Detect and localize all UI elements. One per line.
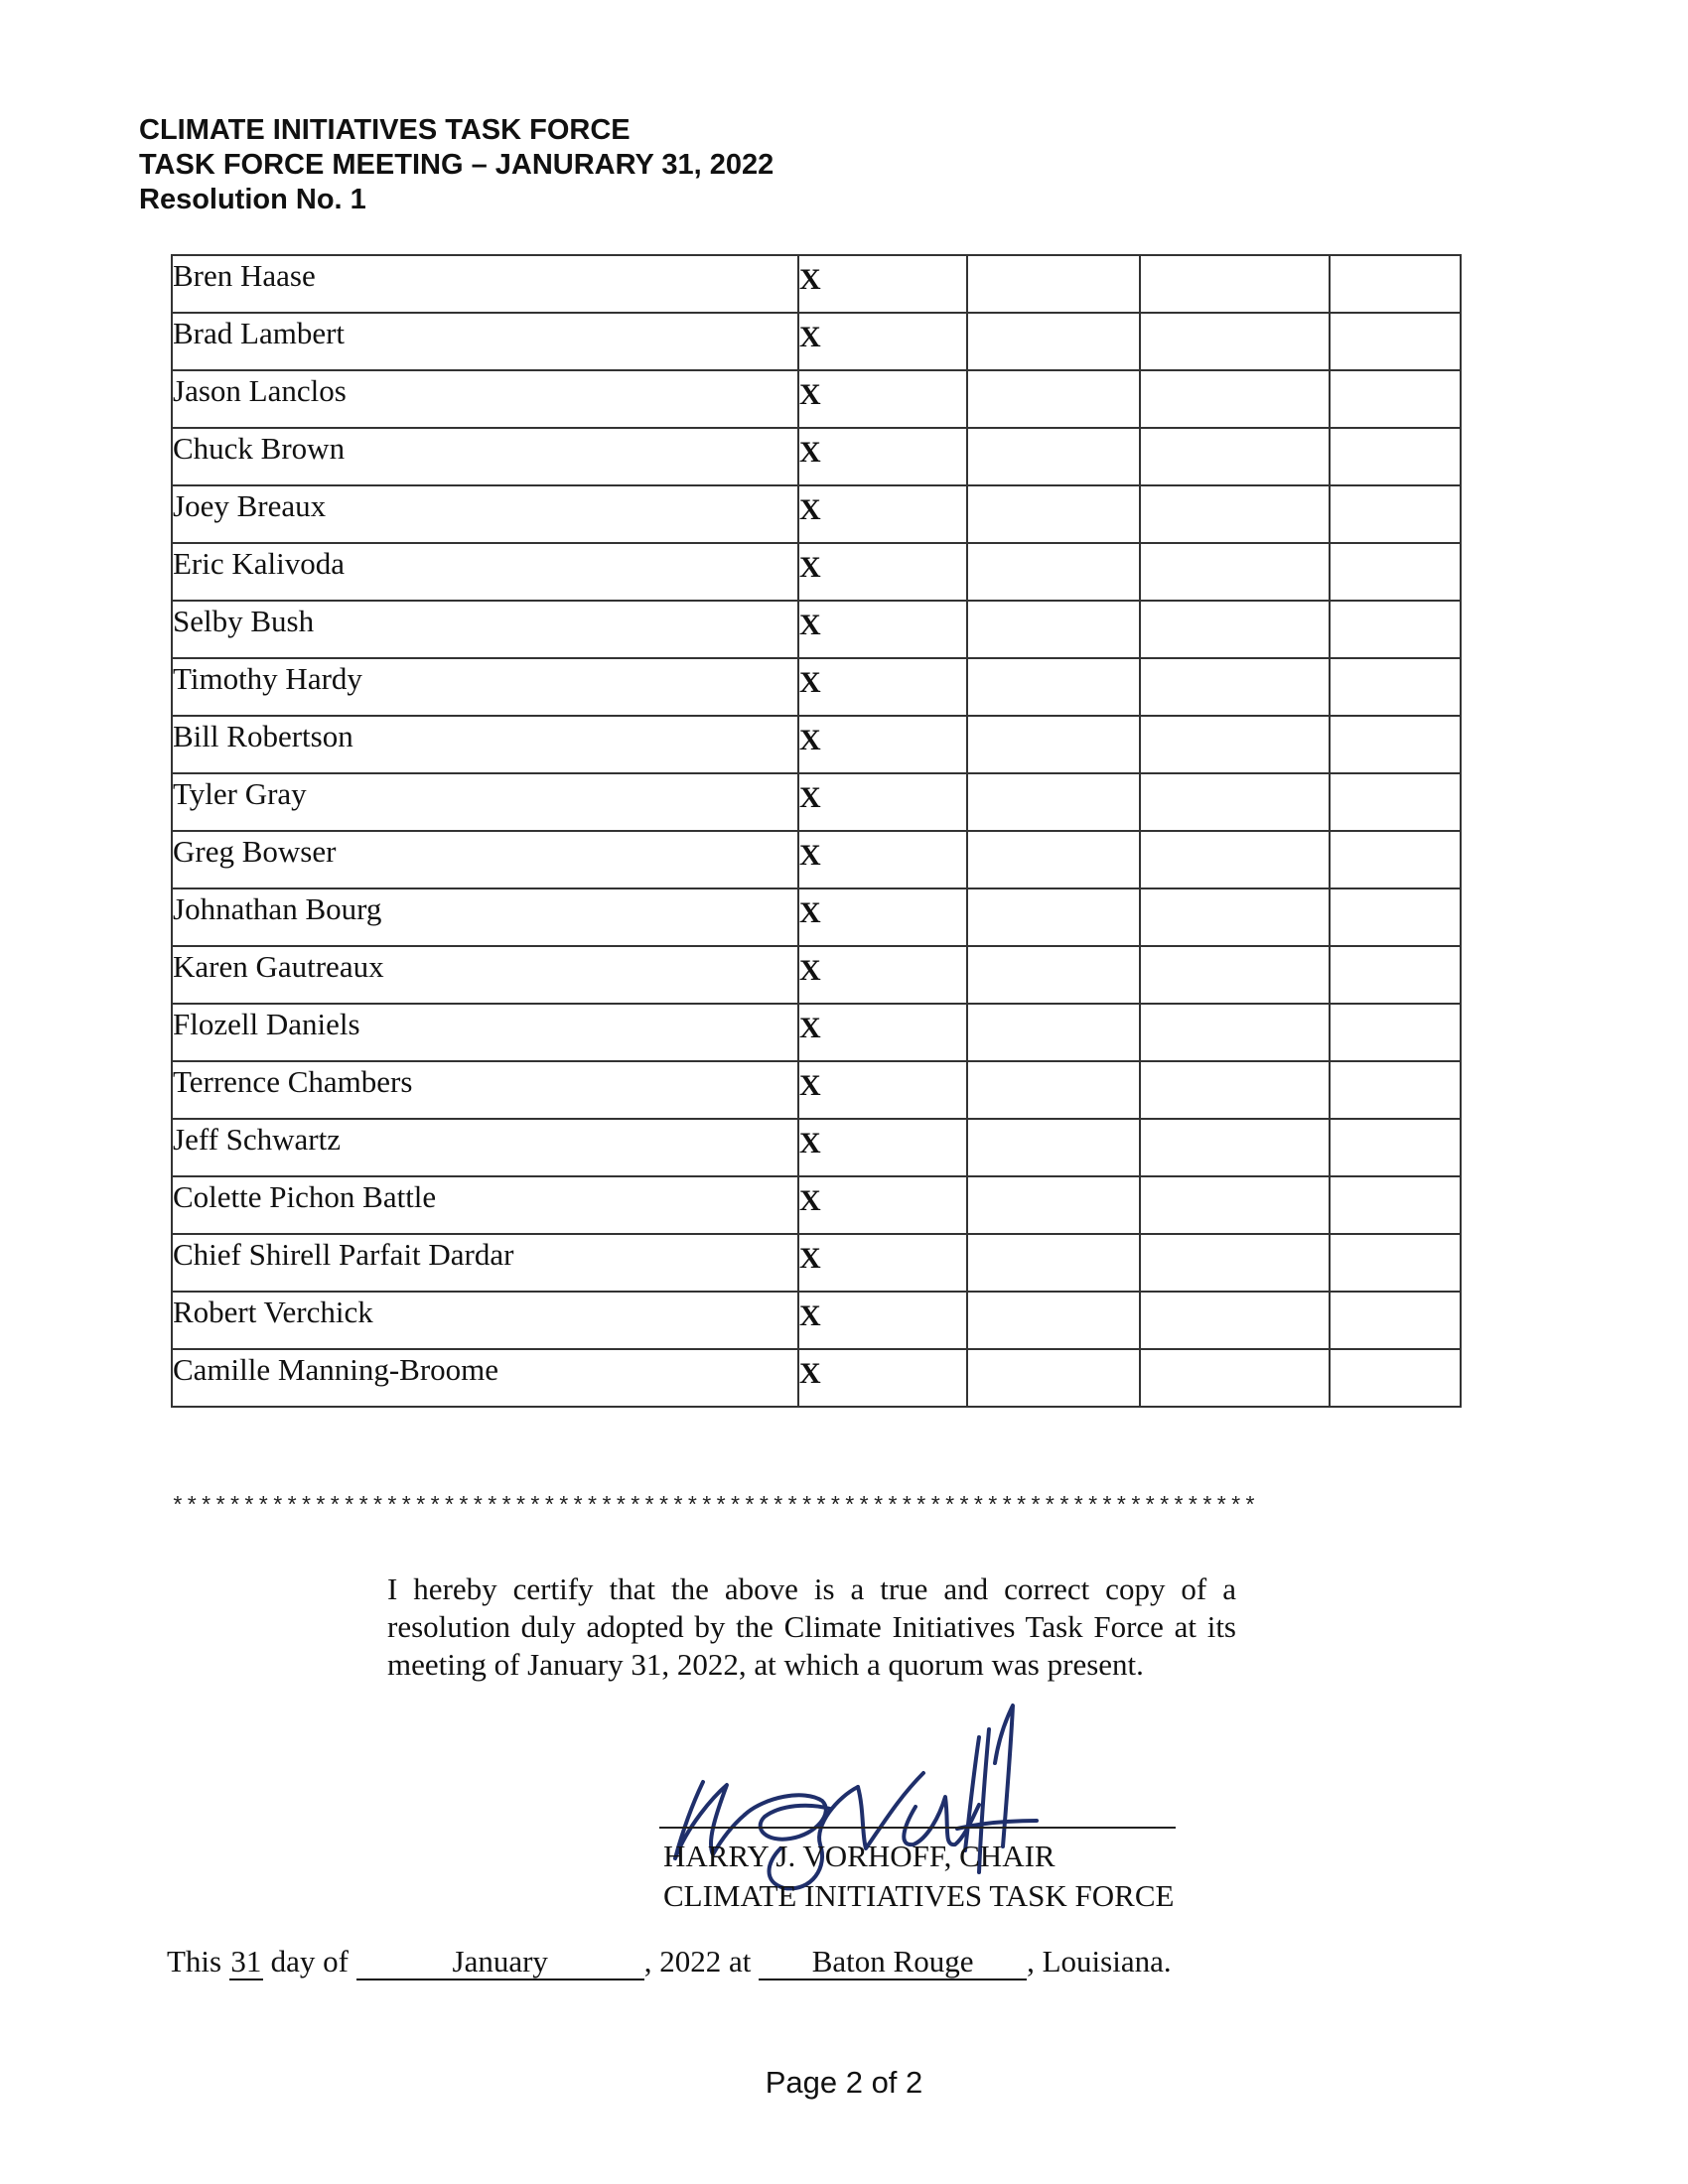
dateline-year-at: , 2022 at: [643, 1944, 752, 1979]
vote-row: [172, 1349, 1461, 1407]
signatory-name: HARRY J. VORHOFF, CHAIR: [663, 1839, 1055, 1873]
vote-row: [172, 716, 1461, 773]
vote-cell-empty: [1140, 428, 1329, 485]
vote-cell-empty: [1330, 1234, 1461, 1292]
dateline-day: 31: [230, 1944, 262, 1979]
vote-cell-empty: [967, 1349, 1140, 1407]
member-name: Camille Manning-Broome: [172, 1349, 798, 1407]
vote-table: [171, 254, 1462, 1408]
member-name: Chief Shirell Parfait Dardar: [172, 1234, 798, 1292]
vote-cell-empty: [1140, 1061, 1329, 1119]
vote-cell-empty: [1140, 831, 1329, 888]
vote-cell-empty: [1330, 1004, 1461, 1061]
vote-cell-empty: [1330, 485, 1461, 543]
vote-row: [172, 1119, 1461, 1176]
vote-cell-empty: [967, 1004, 1140, 1061]
vote-row: [172, 1176, 1461, 1234]
member-name: Bill Robertson: [172, 716, 798, 773]
vote-cell-empty: [1140, 1349, 1329, 1407]
vote-cell-empty: [967, 888, 1140, 946]
separator-line: ****************************************************************************: [171, 1494, 1258, 1520]
vote-mark: X: [798, 313, 967, 370]
vote-cell-empty: [967, 1292, 1140, 1349]
vote-row: [172, 1061, 1461, 1119]
vote-cell-empty: [967, 1234, 1140, 1292]
vote-cell-empty: [1140, 1176, 1329, 1234]
vote-row: [172, 370, 1461, 428]
member-name: Brad Lambert: [172, 313, 798, 370]
vote-cell-empty: [1140, 485, 1329, 543]
vote-cell-empty: [967, 428, 1140, 485]
vote-cell-empty: [1330, 888, 1461, 946]
vote-mark: X: [798, 1176, 967, 1234]
vote-cell-empty: [967, 946, 1140, 1004]
vote-cell-empty: [1140, 946, 1329, 1004]
document-header: [139, 113, 774, 217]
vote-cell-empty: [967, 313, 1140, 370]
vote-cell-empty: [1140, 888, 1329, 946]
vote-row: [172, 773, 1461, 831]
dateline-day-of: day of: [270, 1944, 349, 1979]
vote-cell-empty: [1330, 946, 1461, 1004]
vote-mark: X: [798, 1061, 967, 1119]
dateline-suffix: , Louisiana.: [1027, 1944, 1172, 1979]
vote-cell-empty: [1330, 773, 1461, 831]
header-meeting: TASK FORCE MEETING – JANURARY 31, 2022: [139, 149, 774, 181]
member-name: Jeff Schwartz: [172, 1119, 798, 1176]
vote-cell-empty: [967, 1061, 1140, 1119]
certification-text: I hereby certify that the above is a true and correct copy of a resolution duly adopted by the Climate Initiatives Task Force at its meeting of January 31, 2022, at which a quorum was present.: [387, 1571, 1236, 1682]
member-name: Selby Bush: [172, 601, 798, 658]
signatory-name-block: [663, 1837, 1174, 1916]
vote-mark: X: [798, 428, 967, 485]
vote-row: [172, 255, 1461, 313]
dateline-prefix: This: [167, 1944, 222, 1979]
vote-cell-empty: [1140, 716, 1329, 773]
vote-cell-empty: [1330, 601, 1461, 658]
vote-cell-empty: [1330, 255, 1461, 313]
member-name: Jason Lanclos: [172, 370, 798, 428]
member-name: Joey Breaux: [172, 485, 798, 543]
vote-cell-empty: [1140, 313, 1329, 370]
vote-cell-empty: [1330, 831, 1461, 888]
vote-cell-empty: [1140, 1292, 1329, 1349]
header-organization: CLIMATE INITIATIVES TASK FORCE: [139, 114, 631, 146]
vote-mark: X: [798, 1292, 967, 1349]
vote-mark: X: [798, 1349, 967, 1407]
member-name: Terrence Chambers: [172, 1061, 798, 1119]
vote-mark: X: [798, 543, 967, 601]
vote-row: [172, 831, 1461, 888]
vote-cell-empty: [967, 370, 1140, 428]
vote-cell-empty: [1330, 313, 1461, 370]
vote-cell-empty: [967, 658, 1140, 716]
member-name: Robert Verchick: [172, 1292, 798, 1349]
vote-cell-empty: [967, 1176, 1140, 1234]
vote-cell-empty: [1330, 658, 1461, 716]
member-name: Flozell Daniels: [172, 1004, 798, 1061]
vote-cell-empty: [1140, 658, 1329, 716]
vote-row: [172, 601, 1461, 658]
member-name: Karen Gautreaux: [172, 946, 798, 1004]
vote-cell-empty: [1330, 370, 1461, 428]
vote-mark: X: [798, 946, 967, 1004]
vote-mark: X: [798, 1234, 967, 1292]
vote-cell-empty: [967, 485, 1140, 543]
vote-cell-empty: [1140, 255, 1329, 313]
vote-cell-empty: [967, 543, 1140, 601]
vote-mark: X: [798, 888, 967, 946]
dateline-month: January: [356, 1945, 644, 1980]
vote-cell-empty: [1140, 370, 1329, 428]
vote-mark: X: [798, 370, 967, 428]
vote-cell-empty: [1330, 543, 1461, 601]
vote-cell-empty: [1140, 601, 1329, 658]
vote-cell-empty: [967, 773, 1140, 831]
vote-cell-empty: [967, 1119, 1140, 1176]
vote-cell-empty: [1330, 1349, 1461, 1407]
vote-row: [172, 543, 1461, 601]
member-name: Colette Pichon Battle: [172, 1176, 798, 1234]
member-name: Bren Haase: [172, 255, 798, 313]
vote-mark: X: [798, 601, 967, 658]
vote-row: [172, 428, 1461, 485]
vote-row: [172, 888, 1461, 946]
vote-mark: X: [798, 255, 967, 313]
vote-cell-empty: [1330, 1119, 1461, 1176]
vote-cell-empty: [967, 255, 1140, 313]
signature-line: [659, 1827, 1176, 1829]
vote-cell-empty: [967, 601, 1140, 658]
page-number: Page 2 of 2: [765, 2065, 923, 2100]
date-location-line: [167, 1944, 1172, 1980]
member-name: Greg Bowser: [172, 831, 798, 888]
vote-mark: X: [798, 773, 967, 831]
vote-mark: X: [798, 716, 967, 773]
vote-cell-empty: [1140, 1004, 1329, 1061]
dateline-city: Baton Rouge: [759, 1945, 1027, 1980]
vote-mark: X: [798, 831, 967, 888]
vote-cell-empty: [1140, 1234, 1329, 1292]
member-name: Tyler Gray: [172, 773, 798, 831]
vote-cell-empty: [1140, 543, 1329, 601]
vote-mark: X: [798, 485, 967, 543]
vote-row: [172, 485, 1461, 543]
vote-row: [172, 1234, 1461, 1292]
vote-mark: X: [798, 1004, 967, 1061]
vote-cell-empty: [967, 831, 1140, 888]
header-resolution: Resolution No. 1: [139, 184, 366, 215]
vote-mark: X: [798, 1119, 967, 1176]
member-name: Timothy Hardy: [172, 658, 798, 716]
vote-cell-empty: [1330, 1061, 1461, 1119]
vote-row: [172, 1004, 1461, 1061]
member-name: Eric Kalivoda: [172, 543, 798, 601]
vote-row: [172, 313, 1461, 370]
signatory-organization: CLIMATE INITIATIVES TASK FORCE: [663, 1878, 1175, 1913]
vote-cell-empty: [1140, 1119, 1329, 1176]
vote-cell-empty: [1330, 716, 1461, 773]
member-name: Chuck Brown: [172, 428, 798, 485]
vote-cell-empty: [967, 716, 1140, 773]
vote-cell-empty: [1140, 773, 1329, 831]
vote-cell-empty: [1330, 428, 1461, 485]
vote-cell-empty: [1330, 1176, 1461, 1234]
vote-row: [172, 658, 1461, 716]
vote-cell-empty: [1330, 1292, 1461, 1349]
signature-block: [596, 1678, 1211, 1916]
vote-mark: X: [798, 658, 967, 716]
vote-row: [172, 1292, 1461, 1349]
vote-row: [172, 946, 1461, 1004]
member-name: Johnathan Bourg: [172, 888, 798, 946]
